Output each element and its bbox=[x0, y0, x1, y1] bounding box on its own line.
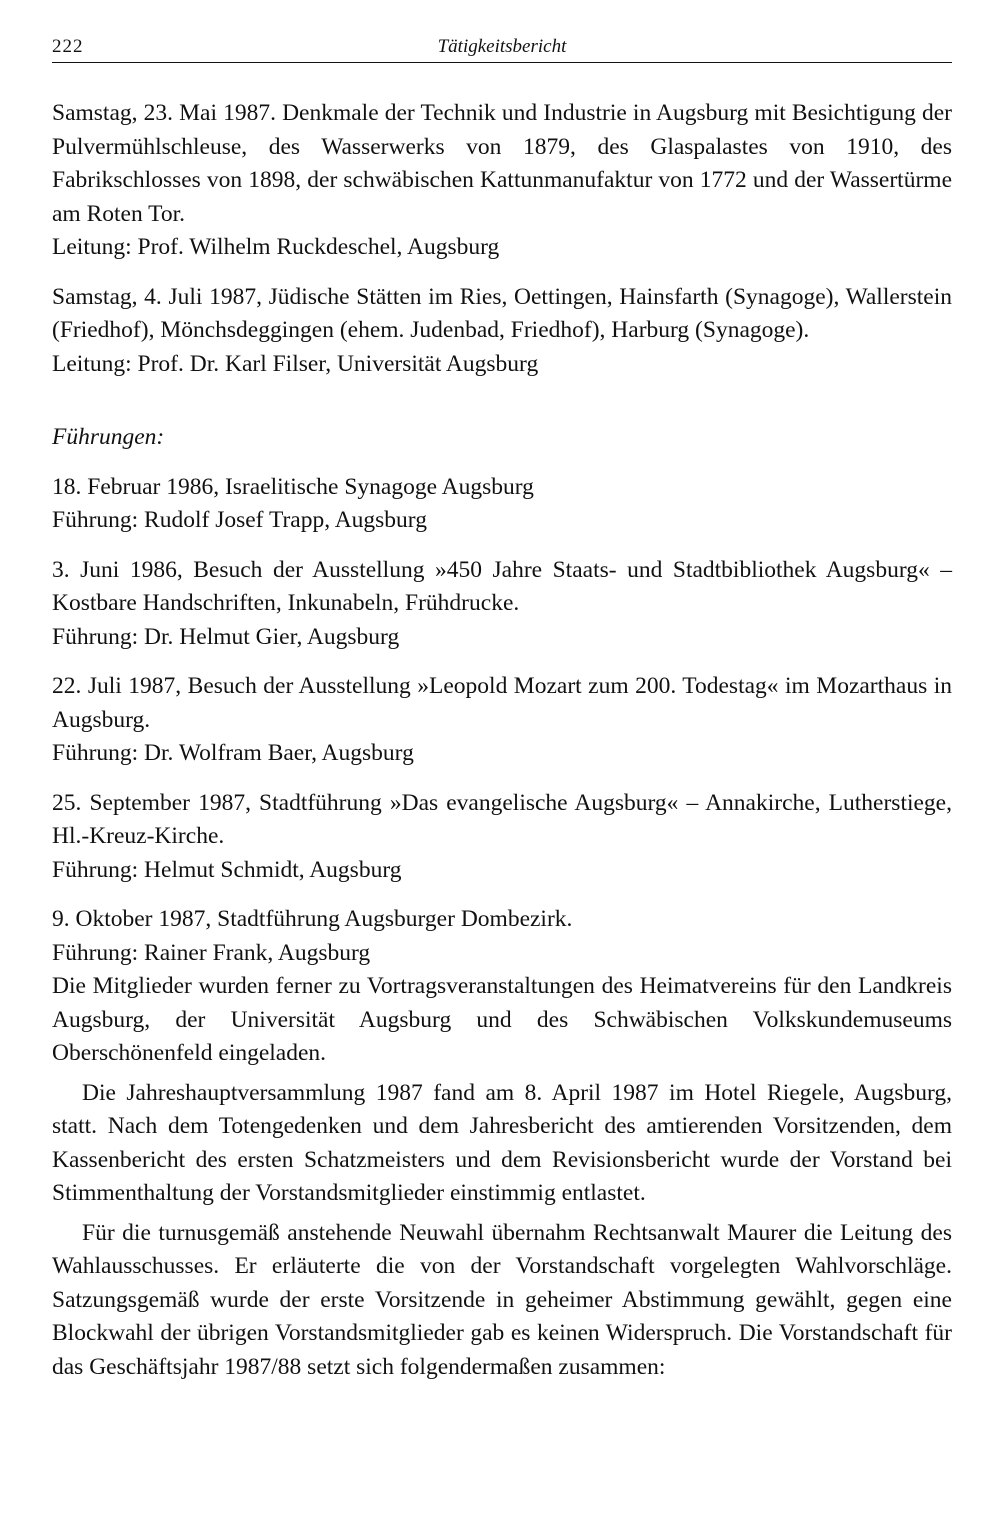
tour-entry bbox=[52, 554, 952, 655]
tour-guide: Führung: Rudolf Josef Trapp, Augsburg bbox=[52, 507, 427, 533]
tour-guide: Führung: Helmut Schmidt, Augsburg bbox=[52, 856, 402, 883]
body-paragraph: Die Mitglieder wurden ferner zu Vortragsveranstaltungen des Heimatvereins für den Landkreis Augsburg, der Universität Augsburg und des Schwäbischen Volkskundemuseums Oberschönenfeld eingeladen. bbox=[52, 973, 952, 1066]
excursion-leader: Leitung: Prof. Dr. Karl Filser, Universität Augsburg bbox=[52, 350, 539, 377]
excursion-entry bbox=[52, 97, 952, 265]
tour-description: 25. September 1987, Stadtführung »Das evangelische Augsburg« – Annakirche, Lutherstiege, Hl.-Kreuz-Kirche. bbox=[52, 789, 952, 849]
tour-guide: Führung: Dr. Wolfram Baer, Augsburg bbox=[52, 740, 414, 766]
document-page bbox=[52, 32, 952, 1384]
page-number: 222 bbox=[52, 36, 84, 57]
tour-entry bbox=[52, 903, 952, 970]
tour-description: 18. Februar 1986, Israelitische Synagoge Augsburg bbox=[52, 473, 534, 500]
tour-entry bbox=[52, 787, 952, 888]
running-title: Tätigkeitsbericht bbox=[437, 36, 567, 57]
page-body bbox=[52, 97, 952, 1384]
body-paragraph: Die Jahreshauptversammlung 1987 fand am 8. April 1987 im Hotel Riegele, Augsburg, statt. Nach dem Totengedenken und dem Jahresbericht des amtierenden Vorsitzenden, dem Kassenbericht des ersten Schatzmeisters und dem Revisionsbericht wurde der Vorstand bei Stimmenthaltung der Vorstandsmitglieder einstimmig entlastet. bbox=[52, 1079, 952, 1206]
excursion-description: Samstag, 4. Juli 1987, Jüdische Stätten im Ries, Oettingen, Hainsfarth (Synagoge), Wallerstein (Friedhof), Mönchsdeggingen (ehem. Judenbad, Friedhof), Harburg (Synagoge). bbox=[52, 283, 952, 343]
tour-entry bbox=[52, 670, 952, 771]
excursion-leader: Leitung: Prof. Wilhelm Ruckdeschel, Augsburg bbox=[52, 234, 500, 260]
tour-guide: Führung: Rainer Frank, Augsburg bbox=[52, 939, 371, 966]
running-header bbox=[52, 32, 952, 63]
section-heading-tours: Führungen: bbox=[52, 424, 165, 450]
excursion-description: Samstag, 23. Mai 1987. Denkmale der Technik und Industrie in Augsburg mit Besichtigung der Pulvermühlschleuse, des Wasserwerks von 1879, des Glaspalastes von 1910, des Fabrikschlosses von 1898, der schwäbischen Kattunmanufaktur von 1772 und der Wassertürme am Roten Tor. bbox=[52, 100, 952, 227]
body-paragraph: Für die turnusgemäß anstehende Neuwahl übernahm Rechtsanwalt Maurer die Leitung des Wahlausschusses. Er erläuterte die von der Vorstandschaft vorgelegten Wahlvorschläge. Satzungsgemäß wurde der erste Vorsitzende in geheimer Abstimmung gewählt, gegen eine Blockwahl der übrigen Vorstandsmitglieder gab es keinen Widerspruch. Die Vorstandschaft für das Geschäftsjahr 1987/88 setzt sich folgendermaßen zusammen: bbox=[52, 1219, 952, 1380]
tour-description: 3. Juni 1986, Besuch der Ausstellung »450 Jahre Staats- und Stadtbibliothek Augsburg« – Kostbare Handschriften, Inkunabeln, Frühdrucke. bbox=[52, 556, 952, 616]
tour-description: 22. Juli 1987, Besuch der Ausstellung »Leopold Mozart zum 200. Todestag« im Mozarthaus in Augsburg. bbox=[52, 673, 952, 733]
tour-description: 9. Oktober 1987, Stadtführung Augsburger Dombezirk. bbox=[52, 906, 573, 932]
tour-entry bbox=[52, 471, 952, 538]
excursion-entry bbox=[52, 281, 952, 382]
tour-guide: Führung: Dr. Helmut Gier, Augsburg bbox=[52, 623, 400, 650]
